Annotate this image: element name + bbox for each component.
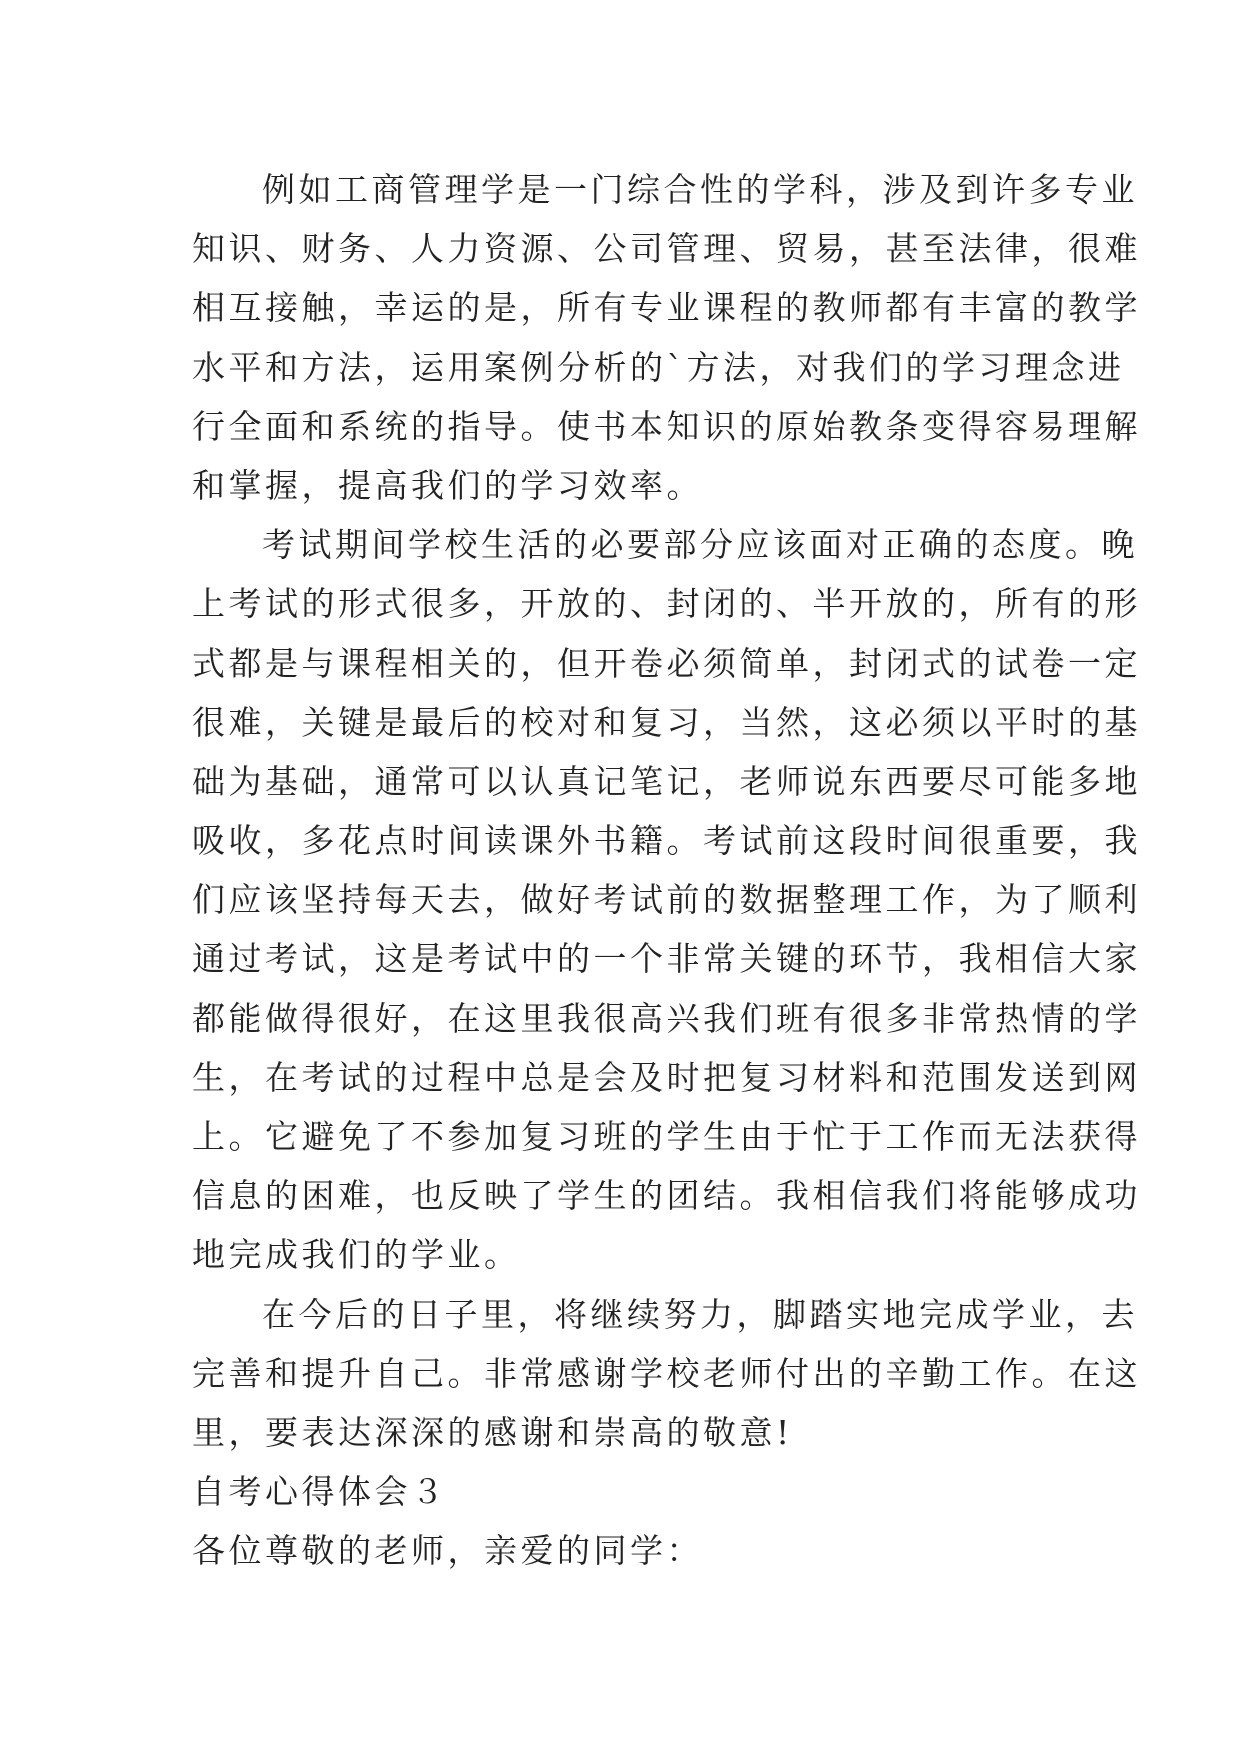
paragraph-line: 吸收，多花点时间读课外书籍。考试前这段时间很重要，我 — [192, 821, 1141, 861]
document-body — [192, 160, 1141, 1581]
paragraph-line: 通过考试，这是考试中的一个非常关键的环节，我相信大家 — [192, 939, 1141, 979]
paragraph-line: 相互接触，幸运的是，所有专业课程的教师都有丰富的教学 — [192, 288, 1141, 328]
section-heading: 自考心得体会３ — [192, 1472, 448, 1512]
paragraph-line: 上。它避免了不参加复习班的学生由于忙于工作而无法获得 — [192, 1117, 1141, 1156]
paragraph-line: 都能做得很好，在这里我很高兴我们班有很多非常热情的学 — [192, 998, 1141, 1038]
paragraph-line: 上考试的形式很多，开放的、封闭的、半开放的，所有的形 — [192, 584, 1141, 624]
paragraph-line: 式都是与课程相关的，但开卷必须简单，封闭式的试卷一定 — [192, 643, 1141, 683]
paragraph-line: 在今后的日子里，将继续努力，脚踏实地完成学业，去 — [262, 1294, 1138, 1334]
paragraph-line: 例如工商管理学是一门综合性的学科，涉及到许多专业 — [262, 170, 1138, 209]
paragraph-line: 和掌握，提高我们的学习效率。 — [192, 465, 703, 505]
paragraph-line: 生，在考试的过程中总是会及时把复习材料和范围发送到网 — [192, 1057, 1141, 1097]
paragraph-line: 很难，关键是最后的校对和复习，当然，这必须以平时的基 — [192, 702, 1141, 742]
paragraph-line: 水平和方法，运用案例分析的`方法，对我们的学习理念进 — [192, 347, 1125, 387]
paragraph-line: 础为基础，通常可以认真记笔记，老师说东西要尽可能多地 — [192, 761, 1141, 801]
paragraph-line: 考试期间学校生活的必要部分应该面对正确的态度。晚 — [262, 525, 1138, 565]
paragraph-line: 里，要表达深深的感谢和崇高的敬意! — [192, 1412, 793, 1452]
paragraph-line: 完善和提升自己。非常感谢学校老师付出的辛勤工作。在这 — [192, 1353, 1141, 1393]
paragraph-line: 地完成我们的学业。 — [192, 1235, 521, 1275]
paragraph-line: 们应该坚持每天去，做好考试前的数据整理工作，为了顺利 — [192, 880, 1141, 920]
paragraph-line: 行全面和系统的指导。使书本知识的原始教条变得容易理解 — [192, 406, 1141, 446]
paragraph-line: 知识、财务、人力资源、公司管理、贸易，甚至法律，很难 — [192, 229, 1141, 269]
paragraph-line: 信息的困难，也反映了学生的团结。我相信我们将能够成功 — [192, 1176, 1141, 1216]
salutation-line: 各位尊敬的老师，亲爱的同学： — [192, 1531, 703, 1571]
